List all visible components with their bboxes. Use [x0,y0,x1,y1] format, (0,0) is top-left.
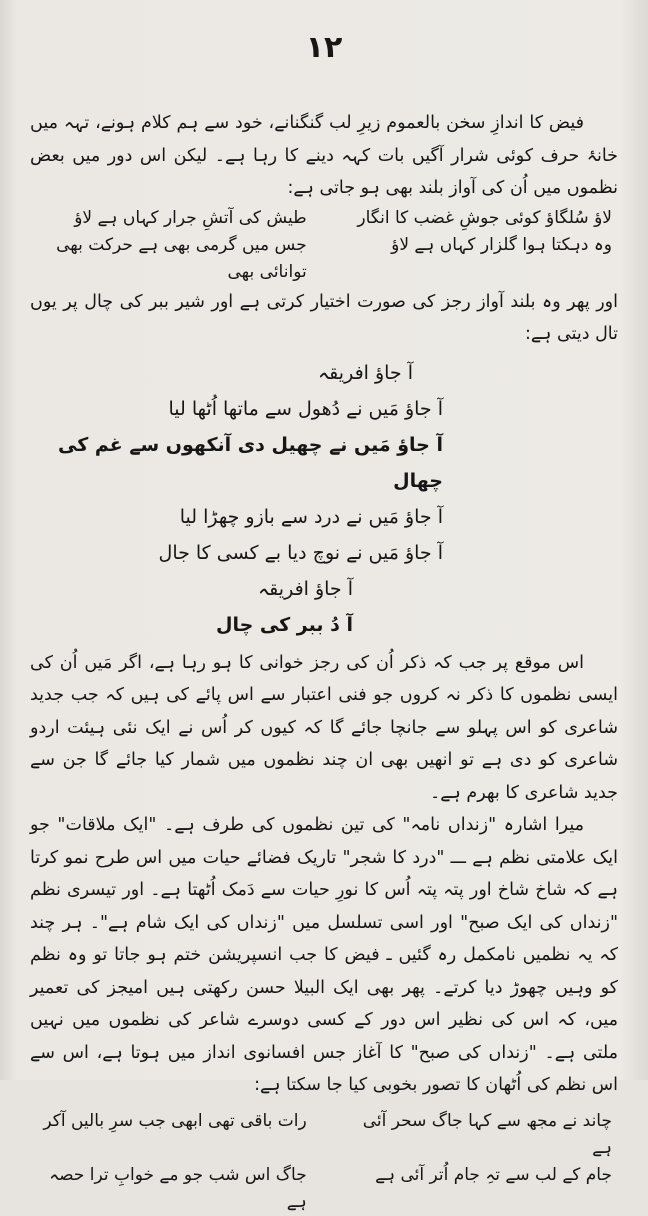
couplet-line [30,1108,618,1162]
couplet-line [30,232,618,286]
couplet-hemistich-right: جام کے لب سے تہِ جام اُتر آئی ہے [375,1164,612,1185]
couplet-hemistich-right: وہ دہکتا ہوا گلزار کہاں ہے لاؤ [391,234,612,255]
couplet-hemistich-right: لاؤ سُلگاؤ کوئی جوشِ غضب کا انگار [357,207,612,228]
paragraph-rajaz: اور پھر وہ بلند آواز رجز کی صورت اختیار کرتی ہے اور شیر ببر کی چال پر یوں تال دیتی ہے: [30,291,618,344]
couplets-block-1 [30,205,618,286]
poem-line: آ دُ ببر کی چال [215,613,353,636]
couplet-hemistich-left: جاگ اس شب جو مے خوابِ ترا حصہ ہے [49,1164,307,1212]
paragraph-zindan-nama: میرا اشارہ "زنداں نامہ" کی تین نظموں کی طرف ہے۔ "ایک ملاقات" جو ایک علامتی نظم ہے ـــ "درد کا شجر" تاریک فضائے حیات میں اس طرح نمو کرتا ہے کہ شاخ شاخ اور پتہ پتہ اُس کا نورِ حیات سے دَمک اُٹھتا ہے۔ اور تیسری نظم "زنداں کی ایک صبح" اور اسی تسلسل میں "زنداں کی ایک شام ہے"۔ ہر چند کہ یہ نظمیں نامکمل رہ گئیں ـ فیض کا جب انسپریشن ختم ہو جاتا تو وہ نظم کو وہیں چھوڑ دیا کرتے۔ پھر بھی ایک البیلا حسن رکھتی ہیں امیجز کی تعمیر میں، کہ اس کی نظیر اس دور کے کسی دوسرے شاعر کی نظموں میں نہیں ملتی ہے۔ "زنداں کی صبح" کا آغاز جس افسانوی انداز میں ہوتا ہے، اس سے اس نظم کی اُٹھان کا تصور بخوبی کیا جا سکتا ہے: [30,815,618,1095]
couplet-hemistich-left: طیش کی آتشِ جرار کہاں ہے لاؤ [74,207,307,228]
poem-line: آ جاؤ مَیں نے دُھول سے ماتھا اُٹھا لیا [168,397,443,420]
poem-line: آ جاؤ مَیں نے نوچ دیا بے کسی کا جال [158,541,443,564]
poem-line: آ جاؤ افریقہ [258,577,353,600]
paragraph-intro: فیض کا اندازِ سخن بالعموم زیرِ لب گنگنانے، خود سے ہم کلام ہونے، تہہ میں خانۂ حرف کوئی شرار آگیں بات کہہ دینے کا رہا ہے۔ لیکن اس دور میں بعض نظموں میں اُن کی آواز بلند بھی ہو جاتی ہے: [30,113,618,198]
couplet-line [30,205,618,232]
couplets-block-2 [30,1108,618,1216]
paragraph-modern-poetry: اس موقع پر جب کہ ذکر اُن کی رجز خوانی کا ہو رہا ہے، اگر مَیں اُن کی ایسی نظموں کا ذکر نہ کروں جو فنی اعتبار سے اس پائے کی ہیں کہ جب جدید شاعری کو اس پہلو سے جانچا جائے گا کہ کیوں کر اُس نے ایک نئی ہیئت اردو شاعری کو دی ہے تو انھیں بھی ان چند نظموں میں شمار کیا جائے گا جن سے جدید شاعری کا بھرم ہے۔ [30,652,618,803]
couplet-hemistich-left: جس میں گرمی بھی ہے حرکت بھی توانائی بھی [56,234,307,282]
poem-line: آ جاؤ مَیں نے درد سے بازو چھڑا لیا [179,505,443,528]
poem-line: آ جاؤ مَیں نے چھیل دی آنکھوں سے غم کی چھال [57,433,443,492]
couplet-line [30,1162,618,1216]
couplet-hemistich-left: رات باقی تھی ابھی جب سرِ بالیں آکر [43,1110,307,1131]
page-number: ۱۲ [305,30,343,65]
couplet-hemistich-right: چاند نے مجھ سے کہا جاگ سحر آئی ہے [362,1110,612,1158]
poem-africa [30,355,618,643]
poem-line: آ جاؤ افریقہ [318,361,413,384]
